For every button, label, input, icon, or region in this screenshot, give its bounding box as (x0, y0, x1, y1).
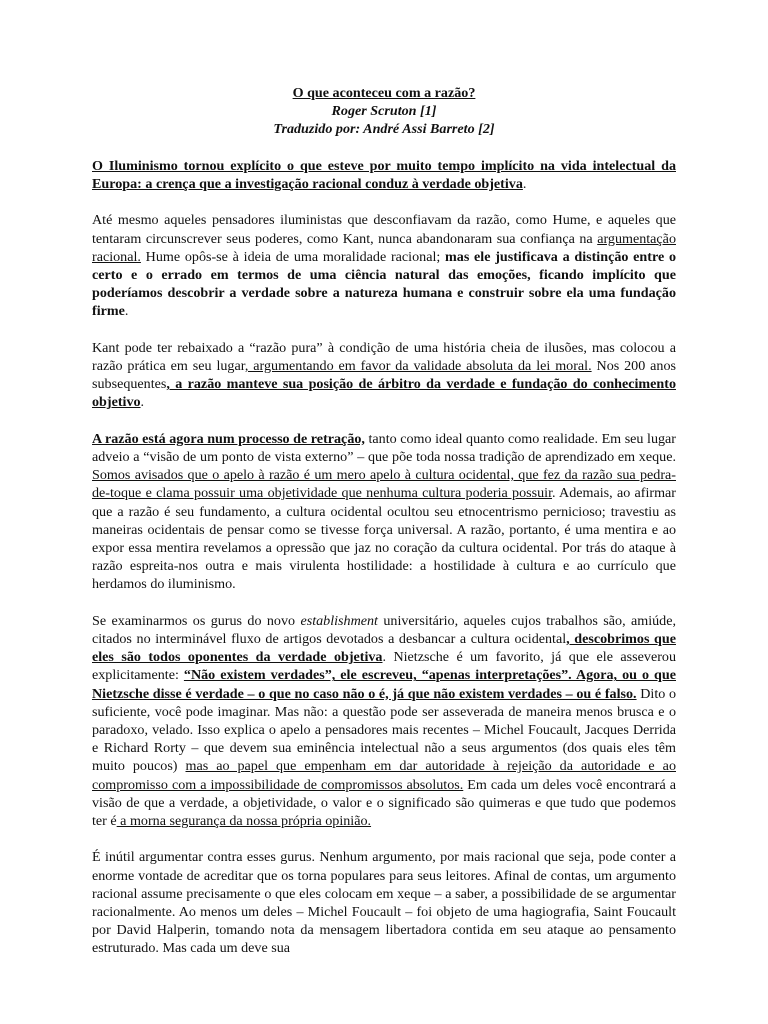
paragraph-6 (92, 848, 676, 957)
p3-end: . (140, 394, 145, 411)
p2-end: . (124, 303, 129, 320)
document-title: O que aconteceu com a razão? (292, 85, 476, 101)
p4-text-2: . Ademais, ao afirmar que a razão é seu fundamento, a cultura ocidental ocultou seu etnocentrismo pernicioso; travestiu as maneiras ocidentais de pensar como se tivesse força universal. A razão, portanto, é uma mentira e ao expor essa mentira revelamos a opressão que jaz no coração da cultura ocidental. Por trás do ataque à razão espreita-nos outra e mais virulenta hostilidade: a hostilidade à cultura e ao currículo que herdamos do iluminismo. (92, 485, 676, 593)
p4-underlined: Somos avisados que o apelo à razão é um mero apelo à cultura ocidental, que fez da razão sua pedra-de-toque e clama possuir uma objetividade que nenhuma cultura poderia possuir (92, 467, 676, 502)
p3-text-1: Kant pode ter rebaixado a “razão pura” à condição de uma história cheia de ilusões, mas colocou a razão prática em seu lugar (92, 339, 676, 374)
p4-lead-bold: A razão está agora num processo de retração, (92, 430, 365, 447)
p5-underlined-2: a morna segurança da nossa própria opinião. (116, 813, 372, 830)
p3-bold-underlined: , a razão manteve sua posição de árbitro da verdade e fundação do conhecimento objetivo (92, 376, 676, 411)
p5-text-1: Se examinarmos os gurus do novo (92, 612, 301, 629)
document-translator: Traduzido por: André Assi Barreto [2] (273, 121, 495, 138)
p2-text-1: Até mesmo aqueles pensadores iluministas que desconfiavam da razão, como Hume, e aqueles que tentaram circunscrever seus poderes, como Kant, nunca abandonaram sua confiança na (92, 212, 676, 247)
p5-bold-underlined-2: “Não existem verdades”, ele escreveu, “apenas interpretações”. Agora, ou o que Nietzsche disse é verdade – o que no caso não o é, já que não existem verdades – ou é falso. (92, 667, 676, 702)
p5-text-5: Em cada um deles você encontrará a visão de que a verdade, a objetividade, o valor e o significado são quimeras e que tudo que podemos ter é (92, 776, 676, 830)
paragraph-4 (92, 430, 676, 594)
p2-underlined-1: argumentação racional. (92, 230, 676, 265)
paragraph-3 (92, 339, 676, 412)
paragraph-2 (92, 211, 676, 320)
p1-end: . (522, 176, 527, 192)
p5-text-2: universitário, aqueles cujos trabalhos são, amiúde, citados no interminável fluxo de artigos devotados a desbancar a cultura ocidental (92, 612, 677, 648)
p5-italic: establishment (300, 612, 378, 629)
p1-lead-bold: O Iluminismo tornou explícito o que esteve por muito tempo implícito na vida intelectual da Europa: a crença que a investigação racional conduz à verdade objetiva (92, 157, 676, 192)
p2-bold: mas ele justificava a distinção entre o certo e o errado em termos de uma ciência natural das emoções, ficando implícito que poderíamos descobrir a verdade sobre a natureza humana e construir sobre ela uma fundação firme (92, 248, 676, 320)
p6-text: É inútil argumentar contra esses gurus. Nenhum argumento, por mais racional que seja, pode conter a enorme vontade de acreditar que os torna populares para seus leitores. Afinal de contas, um argumento racional assume precisamente o que eles colocam em xeque – a saber, a possibilidade de se argumentar racionalmente. Ao menos um deles – Michel Foucault – foi objeto de uma hagiografia, Saint Foucault por David Halperin, tomando nota da mensagem libertadora contida em seu ataque ao pensamento estruturado. Mas cada um deve sua (92, 849, 676, 957)
p5-text-4: Dito o suficiente, você pode imaginar. Mas não: a questão pode ser asseverada de maneira menos brusca e o paradoxo, velado. Isso explica o apelo a pensadores mais recentes – Michel Foucault, Jacques Derrida e Richard Rorty – que devem sua eminência intelectual não a seus argumentos (dos quais eles têm muito poucos) (92, 685, 676, 775)
document-page (92, 84, 676, 976)
p5-bold-underlined-1: , descobrimos que eles são todos oponentes da verdade objetiva (92, 631, 676, 666)
p5-underlined-1: mas ao papel que empenham em dar autoridade à rejeição da autoridade e ao compromisso com a impossibilidade de compromissos absolutos. (92, 758, 676, 793)
p3-text-2: Nos 200 anos subsequentes (92, 358, 676, 393)
paragraph-5 (92, 612, 676, 830)
paragraph-1 (92, 157, 676, 193)
p5-text-3: . Nietzsche é um favorito, já que ele asseverou explicitamente: (92, 649, 676, 684)
p4-text-1: tanto como ideal quanto como realidade. Em seu lugar adveio a “visão de um ponto de vista externo” – que põe toda nossa tradição de aprendizado em xeque. (92, 430, 676, 465)
p3-underlined: , argumentando em favor da validade absoluta da lei moral. (244, 358, 592, 374)
document-author: Roger Scruton [1] (331, 103, 437, 120)
document-header (92, 84, 676, 139)
p2-text-2: Hume opôs-se à ideia de uma moralidade racional; (140, 248, 446, 265)
